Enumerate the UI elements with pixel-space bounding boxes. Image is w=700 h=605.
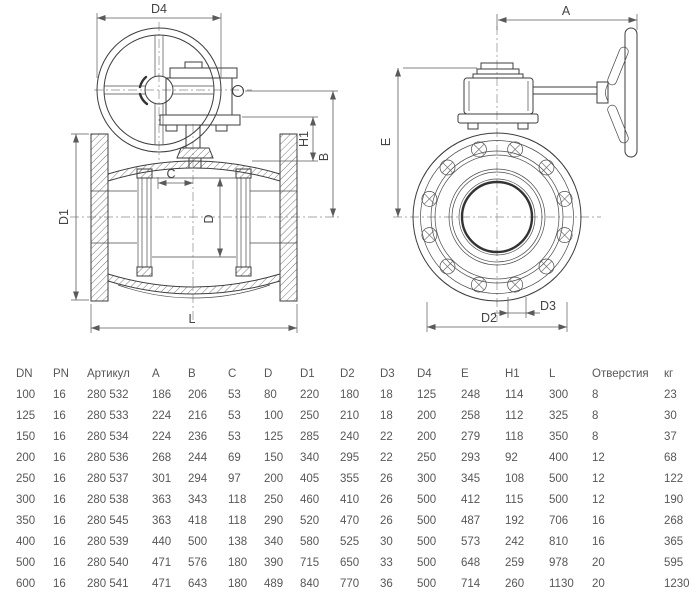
table-cell: 410 [340, 493, 360, 506]
table-cell: 33 [380, 556, 393, 569]
table-cell: 12 [592, 451, 605, 464]
table-cell: 470 [340, 514, 360, 527]
column-header: E [461, 367, 469, 380]
table-cell: 125 [264, 430, 284, 443]
table-cell: 150 [264, 451, 284, 464]
hub-arc [140, 77, 146, 87]
column-header: L [549, 367, 556, 380]
table-cell: 114 [505, 388, 524, 401]
table-body [16, 384, 700, 594]
body-bottom-shell [108, 274, 280, 294]
table-cell: 118 [228, 493, 247, 506]
left-flange [91, 134, 108, 301]
table-cell: 80 [264, 388, 277, 401]
table-cell: 180 [228, 577, 248, 590]
dim-label-a: A [561, 4, 571, 18]
table-cell: 595 [664, 556, 684, 569]
table-cell: 16 [53, 388, 66, 401]
table-cell: 471 [152, 556, 172, 569]
table-cell: 92 [505, 451, 518, 464]
table-cell: 340 [300, 451, 320, 464]
table-cell: 118 [228, 514, 247, 527]
table-cell: 280 533 [87, 409, 129, 422]
column-header: D2 [340, 367, 355, 380]
table-cell: 280 541 [87, 577, 129, 590]
table-cell: 840 [300, 577, 320, 590]
table-row [16, 489, 700, 510]
table-cell: 280 534 [87, 430, 129, 443]
table-cell: 36 [380, 577, 393, 590]
table-cell: 138 [228, 535, 248, 548]
table-cell: 405 [300, 472, 320, 485]
stem-collar [177, 148, 213, 158]
table-cell: 112 [505, 409, 524, 422]
dim-label-d4: D4 [151, 2, 167, 16]
seat-left [137, 169, 152, 276]
table-cell: 460 [300, 493, 320, 506]
table-cell: 500 [417, 514, 437, 527]
table-cell: 220 [300, 388, 320, 401]
gearbox-side [160, 62, 244, 168]
table-cell: 500 [188, 535, 208, 548]
table-row [16, 510, 700, 531]
table-cell: 363 [152, 514, 172, 527]
table-cell: 30 [380, 535, 393, 548]
table-cell: 643 [188, 577, 208, 590]
table-cell: 714 [461, 577, 481, 590]
table-cell: 706 [549, 514, 569, 527]
table-cell: 418 [188, 514, 208, 527]
table-cell: 1130 [549, 577, 574, 590]
table-cell: 8 [592, 430, 599, 443]
table-cell: 285 [300, 430, 320, 443]
handwheel-side [533, 28, 637, 157]
table-cell: 108 [505, 472, 525, 485]
table-cell: 125 [417, 388, 437, 401]
table-cell: 16 [53, 451, 66, 464]
dim-label-h1: H1 [297, 131, 311, 147]
table-cell: 224 [152, 430, 172, 443]
table-cell: 20 [592, 577, 605, 590]
column-header: PN [53, 367, 69, 380]
table-cell: 280 537 [87, 472, 129, 485]
table-cell: 290 [264, 514, 284, 527]
table-cell: 224 [152, 409, 172, 422]
table-cell: 200 [16, 451, 36, 464]
table-cell: 260 [505, 577, 525, 590]
table-cell: 295 [340, 451, 360, 464]
table-cell: 53 [228, 430, 241, 443]
table-cell: 650 [340, 556, 360, 569]
table-cell: 236 [188, 430, 208, 443]
dim-label-l: L [188, 312, 196, 326]
table-cell: 345 [461, 472, 481, 485]
table-cell: 363 [152, 493, 172, 506]
column-header: H1 [505, 367, 520, 380]
table-cell: 412 [461, 493, 481, 506]
table-cell: 343 [188, 493, 208, 506]
table-cell: 500 [16, 556, 36, 569]
table-cell: 294 [188, 472, 208, 485]
table-cell: 122 [664, 472, 684, 485]
side-view [57, 2, 340, 333]
table-cell: 259 [505, 556, 525, 569]
table-cell: 115 [505, 493, 524, 506]
table-row [16, 573, 700, 594]
table-cell: 280 545 [87, 514, 129, 527]
table-cell: 16 [53, 493, 66, 506]
table-cell: 355 [340, 472, 360, 485]
input-shaft-boss [233, 86, 244, 97]
table-cell: 16 [53, 472, 66, 485]
table-cell: 97 [228, 472, 241, 485]
table-cell: 16 [53, 430, 66, 443]
table-cell: 340 [264, 535, 284, 548]
table-cell: 250 [16, 472, 36, 485]
table-cell: 350 [549, 430, 569, 443]
table-cell: 20 [592, 556, 605, 569]
column-header: D [264, 367, 273, 380]
wheel-hub [597, 82, 608, 103]
table-cell: 487 [461, 514, 481, 527]
table-cell: 280 536 [87, 451, 129, 464]
table-cell: 180 [340, 388, 360, 401]
table-cell: 118 [505, 430, 524, 443]
column-header: DN [16, 367, 33, 380]
table-cell: 26 [380, 493, 393, 506]
table-header-row [16, 363, 700, 384]
table-cell: 258 [461, 409, 481, 422]
dim-label-d: D [202, 214, 216, 224]
table-cell: 580 [300, 535, 320, 548]
table-cell: 100 [264, 409, 284, 422]
dim-label-b: B [317, 152, 331, 162]
wheel-spoke [606, 46, 629, 86]
table-cell: 16 [53, 409, 66, 422]
wheel-spoke [606, 104, 629, 144]
seat-right [236, 169, 251, 276]
column-header: A [152, 367, 160, 380]
table-cell: 216 [188, 409, 208, 422]
table-cell: 325 [549, 409, 569, 422]
table-cell: 206 [188, 388, 208, 401]
right-flange [280, 134, 297, 301]
table-cell: 250 [300, 409, 320, 422]
table-row [16, 468, 700, 489]
table-cell: 26 [380, 472, 393, 485]
table-cell: 280 540 [87, 556, 129, 569]
table-cell: 350 [16, 514, 36, 527]
column-header: B [188, 367, 196, 380]
table-cell: 244 [188, 451, 208, 464]
table-cell: 1230 [664, 577, 690, 590]
table-cell: 53 [228, 409, 241, 422]
table-cell: 280 532 [87, 388, 129, 401]
table-cell: 16 [53, 577, 66, 590]
table-cell: 440 [152, 535, 172, 548]
table-cell: 500 [417, 577, 437, 590]
table-cell: 23 [664, 388, 677, 401]
table-cell: 210 [340, 409, 360, 422]
column-header: кг [664, 367, 674, 380]
table-cell: 715 [300, 556, 320, 569]
table-cell: 500 [549, 472, 569, 485]
gearbox-base [458, 114, 538, 123]
table-cell: 250 [264, 493, 284, 506]
table-cell: 280 538 [87, 493, 129, 506]
table-cell: 293 [461, 451, 481, 464]
table-cell: 390 [264, 556, 284, 569]
dim-label-d3: D3 [540, 299, 556, 313]
table-cell: 8 [592, 388, 599, 401]
table-cell: 12 [592, 493, 605, 506]
table-cell: 22 [380, 451, 393, 464]
dim-label-d2: D2 [481, 311, 497, 325]
table-cell: 500 [549, 493, 569, 506]
table-cell: 200 [417, 409, 437, 422]
table-cell: 489 [264, 577, 284, 590]
table-row [16, 426, 700, 447]
table-row [16, 384, 700, 405]
column-header: C [228, 367, 237, 380]
dim-label-e: E [379, 137, 393, 147]
table-cell: 69 [228, 451, 241, 464]
table-cell: 280 539 [87, 535, 129, 548]
table-cell: 68 [664, 451, 677, 464]
table-cell: 16 [53, 535, 66, 548]
table-row [16, 552, 700, 573]
table-cell: 192 [505, 514, 525, 527]
table-cell: 16 [53, 556, 66, 569]
table-cell: 500 [417, 493, 437, 506]
table-cell: 500 [417, 556, 437, 569]
table-cell: 600 [16, 577, 36, 590]
table-cell: 26 [380, 514, 393, 527]
table-cell: 250 [417, 451, 437, 464]
table-cell: 400 [16, 535, 36, 548]
table-cell: 53 [228, 388, 241, 401]
table-cell: 8 [592, 409, 599, 422]
table-cell: 18 [380, 388, 393, 401]
dim-label-d1: D1 [57, 209, 71, 225]
table-cell: 648 [461, 556, 481, 569]
table-cell: 125 [16, 409, 36, 422]
table-cell: 180 [228, 556, 248, 569]
table-row [16, 405, 700, 426]
table-cell: 268 [152, 451, 172, 464]
table-cell: 200 [417, 430, 437, 443]
table-cell: 242 [505, 535, 525, 548]
dim-label-c: C [166, 167, 176, 181]
table-cell: 300 [549, 388, 569, 401]
table-cell: 18 [380, 409, 393, 422]
table-cell: 200 [264, 472, 284, 485]
table-cell: 525 [340, 535, 360, 548]
table-cell: 301 [152, 472, 172, 485]
column-header: Артикул [87, 367, 130, 380]
table-row [16, 447, 700, 468]
table-cell: 471 [152, 577, 172, 590]
table-cell: 300 [417, 472, 437, 485]
wheel-rim [625, 28, 637, 157]
gearbox-front [458, 63, 538, 129]
table-cell: 16 [592, 514, 605, 527]
column-header: Отверстия [592, 367, 649, 380]
table-cell: 30 [664, 409, 677, 422]
column-header: D4 [417, 367, 432, 380]
table-cell: 190 [664, 493, 684, 506]
column-header: D1 [300, 367, 315, 380]
table-cell: 810 [549, 535, 569, 548]
table-cell: 186 [152, 388, 172, 401]
column-header: D3 [380, 367, 395, 380]
mounting-bracket [160, 115, 240, 125]
table-cell: 16 [592, 535, 605, 548]
table-cell: 268 [664, 514, 684, 527]
table-cell: 520 [300, 514, 320, 527]
table-row [16, 531, 700, 552]
end-view [379, 4, 637, 332]
table-cell: 150 [16, 430, 36, 443]
table-cell: 300 [16, 493, 36, 506]
table-cell: 770 [340, 577, 360, 590]
table-cell: 12 [592, 472, 605, 485]
table-cell: 978 [549, 556, 569, 569]
table-cell: 576 [188, 556, 208, 569]
table-cell: 16 [53, 514, 66, 527]
dimension-table [16, 363, 700, 594]
table-cell: 240 [340, 430, 360, 443]
table-cell: 100 [16, 388, 36, 401]
table-cell: 573 [461, 535, 481, 548]
table-cell: 500 [417, 535, 437, 548]
table-cell: 365 [664, 535, 684, 548]
table-cell: 248 [461, 388, 481, 401]
table-cell: 37 [664, 430, 677, 443]
table-cell: 279 [461, 430, 481, 443]
table-cell: 22 [380, 430, 393, 443]
table-cell: 400 [549, 451, 569, 464]
